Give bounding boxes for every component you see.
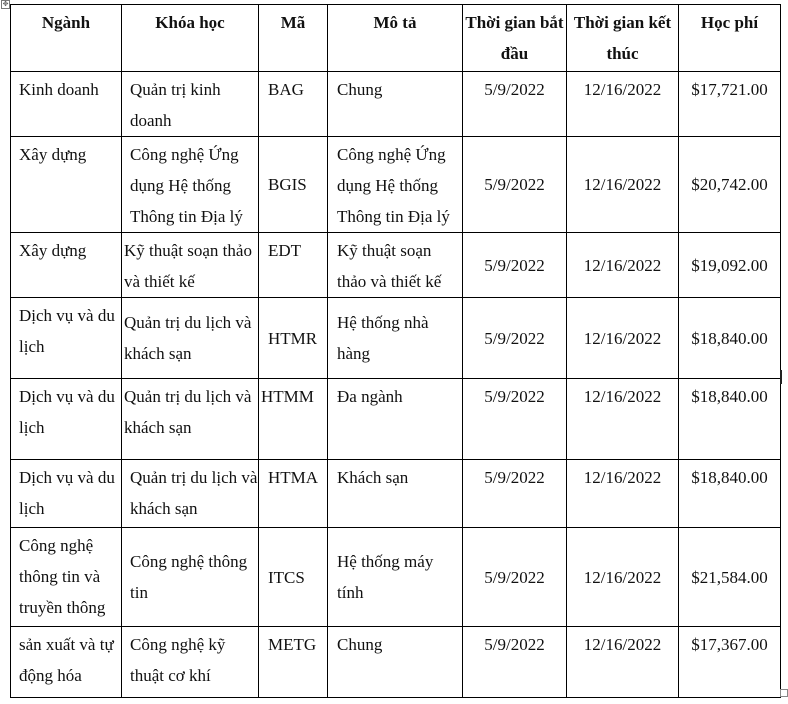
column-resize-marker[interactable] [780,370,782,384]
cell-ket-thuc: 12/16/2022 [567,233,679,298]
cell-mo-ta: Hệ thống nhà hàng [328,298,463,379]
cell-ket-thuc: 12/16/2022 [567,137,679,233]
cell-hoc-phi: $18,840.00 [679,460,781,528]
cell-bat-dau: 5/9/2022 [463,528,567,627]
cell-mo-ta: Công nghệ Ứng dụng Hệ thống Thông tin Địa lý [328,137,463,233]
table-row [11,72,781,137]
cell-khoa-hoc: Quản trị du lịch và khách sạn [122,379,259,460]
cell-ket-thuc: 12/16/2022 [567,298,679,379]
header-mo-ta: Mô tả [328,5,463,72]
cell-hoc-phi: $17,367.00 [679,627,781,698]
cell-ma: HTMM [259,379,328,460]
cell-khoa-hoc: Quản trị du lịch và khách sạn [122,298,259,379]
cell-nganh: Xây dựng [11,233,122,298]
table-move-handle-icon[interactable]: ✥ [2,0,9,8]
cell-hoc-phi: $21,584.00 [679,528,781,627]
cell-nganh: Dịch vụ và du lịch [11,298,122,379]
table-row [11,298,781,379]
table-row [11,137,781,233]
cell-mo-ta: Đa ngành [328,379,463,460]
cell-ma: BGIS [259,137,328,233]
cell-bat-dau: 5/9/2022 [463,460,567,528]
cell-ma: HTMR [259,298,328,379]
cell-hoc-phi: $19,092.00 [679,233,781,298]
cell-ket-thuc: 12/16/2022 [567,72,679,137]
cell-ket-thuc: 12/16/2022 [567,627,679,698]
cell-ket-thuc: 12/16/2022 [567,528,679,627]
cell-khoa-hoc: Quản trị kinh doanh [122,72,259,137]
cell-hoc-phi: $17,721.00 [679,72,781,137]
table-row [11,528,781,627]
cell-bat-dau: 5/9/2022 [463,72,567,137]
cell-hoc-phi: $18,840.00 [679,379,781,460]
course-table [10,4,781,698]
cell-bat-dau: 5/9/2022 [463,137,567,233]
cell-ma: METG [259,627,328,698]
cell-khoa-hoc: Công nghệ Ứng dụng Hệ thống Thông tin Địa lý [122,137,259,233]
cell-hoc-phi: $20,742.00 [679,137,781,233]
cell-bat-dau: 5/9/2022 [463,233,567,298]
cell-mo-ta: Kỹ thuật soạn thảo và thiết kế [328,233,463,298]
cell-nganh: sản xuất và tự động hóa [11,627,122,698]
cell-bat-dau: 5/9/2022 [463,298,567,379]
cell-hoc-phi: $18,840.00 [679,298,781,379]
cell-ma: ITCS [259,528,328,627]
cell-nganh: Dịch vụ và du lịch [11,460,122,528]
cell-bat-dau: 5/9/2022 [463,379,567,460]
header-hoc-phi: Học phí [679,5,781,72]
cell-mo-ta: Hệ thống máy tính [328,528,463,627]
header-nganh: Ngành [11,5,122,72]
cell-khoa-hoc: Công nghệ thông tin [122,528,259,627]
cell-nganh: Công nghệ thông tin và truyền thông [11,528,122,627]
table-resize-handle-icon[interactable] [780,689,788,697]
cell-ket-thuc: 12/16/2022 [567,460,679,528]
cell-khoa-hoc: Kỹ thuật soạn thảo và thiết kế [122,233,259,298]
header-ket-thuc: Thời gian kết thúc [567,5,679,72]
cell-bat-dau: 5/9/2022 [463,627,567,698]
cell-ma: HTMA [259,460,328,528]
table-row [11,233,781,298]
header-bat-dau: Thời gian bắt đầu [463,5,567,72]
cell-mo-ta: Chung [328,72,463,137]
cell-nganh: Xây dựng [11,137,122,233]
cell-khoa-hoc: Quản trị du lịch và khách sạn [122,460,259,528]
header-khoa-hoc: Khóa học [122,5,259,72]
cell-khoa-hoc: Công nghệ kỹ thuật cơ khí [122,627,259,698]
cell-mo-ta: Khách sạn [328,460,463,528]
cell-ket-thuc: 12/16/2022 [567,379,679,460]
table-row [11,627,781,698]
header-ma: Mã [259,5,328,72]
cell-ma: BAG [259,72,328,137]
table-row [11,379,781,460]
table-row [11,460,781,528]
cell-mo-ta: Chung [328,627,463,698]
table-header-row [11,5,781,72]
cell-nganh: Kinh doanh [11,72,122,137]
cell-ma: EDT [259,233,328,298]
cell-nganh: Dịch vụ và du lịch [11,379,122,460]
